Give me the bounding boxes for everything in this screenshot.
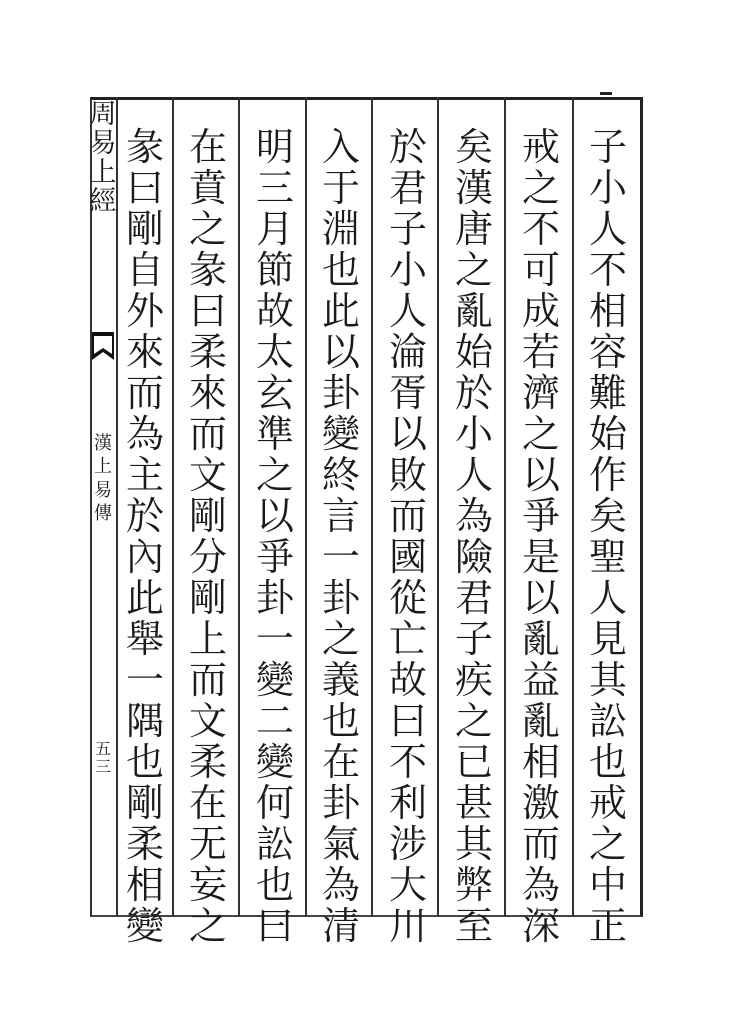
character: 卦 bbox=[255, 576, 294, 620]
character: 變 bbox=[125, 904, 164, 948]
character: 傳 bbox=[94, 503, 112, 525]
character: 卦 bbox=[321, 576, 360, 620]
text-column bbox=[246, 125, 304, 948]
character: 上 bbox=[94, 456, 112, 478]
character: 之 bbox=[588, 822, 627, 866]
character: 以 bbox=[388, 412, 427, 456]
character: 此 bbox=[125, 576, 164, 620]
character: 而 bbox=[188, 412, 227, 456]
character: 賁 bbox=[188, 166, 227, 210]
character: 弊 bbox=[454, 863, 493, 907]
character: 隅 bbox=[125, 699, 164, 743]
character: 妄 bbox=[188, 863, 227, 907]
character: 於 bbox=[125, 494, 164, 538]
character: 大 bbox=[388, 863, 427, 907]
character: 不 bbox=[388, 740, 427, 784]
character: 激 bbox=[521, 781, 560, 825]
text-column bbox=[116, 125, 174, 948]
character: 文 bbox=[188, 453, 227, 497]
character: 訟 bbox=[255, 822, 294, 866]
character: 一 bbox=[255, 617, 294, 661]
character: 是 bbox=[521, 535, 560, 579]
character: 經 bbox=[89, 186, 117, 217]
character: 於 bbox=[454, 371, 493, 415]
character: 自 bbox=[125, 248, 164, 292]
character: 剛 bbox=[125, 207, 164, 251]
character: 也 bbox=[255, 863, 294, 907]
character: 五 bbox=[94, 739, 111, 758]
column-rule bbox=[504, 97, 506, 917]
character: 曰 bbox=[188, 289, 227, 333]
character: 其 bbox=[588, 658, 627, 702]
character: 戒 bbox=[588, 781, 627, 825]
character: 相 bbox=[521, 740, 560, 784]
character: 之 bbox=[188, 207, 227, 251]
character: 在 bbox=[188, 125, 227, 169]
text-column bbox=[379, 125, 437, 948]
character: 故 bbox=[388, 658, 427, 702]
character: 敗 bbox=[388, 453, 427, 497]
character: 不 bbox=[521, 207, 560, 251]
character: 曰 bbox=[388, 699, 427, 743]
character: 舉 bbox=[125, 617, 164, 661]
character: 內 bbox=[125, 535, 164, 579]
character: 爭 bbox=[521, 494, 560, 538]
column-rule bbox=[305, 97, 307, 917]
character: 二 bbox=[255, 699, 294, 743]
character: 益 bbox=[521, 658, 560, 702]
page-number bbox=[93, 740, 113, 775]
character: 君 bbox=[454, 576, 493, 620]
ink-speck bbox=[600, 92, 612, 95]
character: 見 bbox=[588, 617, 627, 661]
character: 何 bbox=[255, 781, 294, 825]
character: 主 bbox=[125, 453, 164, 497]
character: 上 bbox=[188, 617, 227, 661]
character: 卦 bbox=[321, 781, 360, 825]
fish-tail-ornament bbox=[91, 330, 115, 366]
character: 柔 bbox=[188, 330, 227, 374]
character: 明 bbox=[255, 125, 294, 169]
character: 亡 bbox=[388, 617, 427, 661]
character: 剛 bbox=[188, 494, 227, 538]
character: 君 bbox=[388, 166, 427, 210]
character: 唐 bbox=[454, 207, 493, 251]
character: 无 bbox=[188, 822, 227, 866]
character: 從 bbox=[388, 576, 427, 620]
character: 人 bbox=[388, 289, 427, 333]
character: 淪 bbox=[388, 330, 427, 374]
character: 甚 bbox=[454, 781, 493, 825]
character: 也 bbox=[321, 248, 360, 292]
character: 聖 bbox=[588, 535, 627, 579]
character: 入 bbox=[321, 125, 360, 169]
character: 變 bbox=[255, 740, 294, 784]
margin-title bbox=[90, 100, 116, 216]
character: 深 bbox=[521, 904, 560, 948]
character: 來 bbox=[188, 371, 227, 415]
character: 文 bbox=[188, 699, 227, 743]
character: 柔 bbox=[188, 740, 227, 784]
character: 之 bbox=[321, 617, 360, 661]
character: 而 bbox=[188, 658, 227, 702]
character: 變 bbox=[255, 658, 294, 702]
character: 人 bbox=[588, 207, 627, 251]
character: 變 bbox=[321, 412, 360, 456]
character: 利 bbox=[388, 781, 427, 825]
character: 疾 bbox=[454, 658, 493, 702]
character: 玄 bbox=[255, 371, 294, 415]
character: 之 bbox=[255, 453, 294, 497]
character: 曰 bbox=[255, 904, 294, 948]
character: 矣 bbox=[454, 125, 493, 169]
character: 以 bbox=[255, 494, 294, 538]
text-column bbox=[312, 125, 370, 948]
character: 而 bbox=[388, 494, 427, 538]
character: 柔 bbox=[125, 822, 164, 866]
character: 以 bbox=[521, 576, 560, 620]
text-column bbox=[512, 125, 570, 948]
character: 上 bbox=[89, 157, 117, 188]
character: 易 bbox=[94, 479, 112, 501]
character: 可 bbox=[521, 248, 560, 292]
character: 正 bbox=[588, 904, 627, 948]
character: 分 bbox=[188, 535, 227, 579]
character: 之 bbox=[521, 166, 560, 210]
character: 為 bbox=[125, 412, 164, 456]
character: 小 bbox=[454, 412, 493, 456]
character: 人 bbox=[588, 576, 627, 620]
text-column bbox=[445, 125, 503, 948]
character: 淵 bbox=[321, 207, 360, 251]
character: 來 bbox=[125, 330, 164, 374]
character: 以 bbox=[521, 453, 560, 497]
character: 中 bbox=[588, 863, 627, 907]
character: 彖 bbox=[125, 125, 164, 169]
character: 漢 bbox=[94, 433, 112, 454]
character: 成 bbox=[521, 289, 560, 333]
character: 在 bbox=[188, 781, 227, 825]
character: 一 bbox=[125, 658, 164, 702]
character: 清 bbox=[321, 904, 360, 948]
character: 相 bbox=[588, 289, 627, 333]
character: 準 bbox=[255, 412, 294, 456]
character: 太 bbox=[255, 330, 294, 374]
character: 胥 bbox=[388, 371, 427, 415]
character: 此 bbox=[321, 289, 360, 333]
character: 言 bbox=[321, 494, 360, 538]
column-rule bbox=[437, 97, 439, 917]
character: 為 bbox=[521, 863, 560, 907]
character: 險 bbox=[454, 535, 493, 579]
character: 不 bbox=[588, 248, 627, 292]
character: 卦 bbox=[321, 371, 360, 415]
character: 外 bbox=[125, 289, 164, 333]
character: 至 bbox=[454, 904, 493, 948]
character: 爭 bbox=[255, 535, 294, 579]
character: 始 bbox=[588, 412, 627, 456]
character: 之 bbox=[454, 248, 493, 292]
character: 小 bbox=[588, 166, 627, 210]
character: 小 bbox=[388, 248, 427, 292]
character: 難 bbox=[588, 371, 627, 415]
character: 川 bbox=[388, 904, 427, 948]
character: 亂 bbox=[454, 289, 493, 333]
character: 于 bbox=[321, 166, 360, 210]
character: 子 bbox=[588, 125, 627, 169]
character: 也 bbox=[321, 699, 360, 743]
character: 也 bbox=[588, 740, 627, 784]
character: 人 bbox=[454, 453, 493, 497]
character: 氣 bbox=[321, 822, 360, 866]
character: 之 bbox=[454, 699, 493, 743]
character: 義 bbox=[321, 658, 360, 702]
character: 之 bbox=[188, 904, 227, 948]
character: 子 bbox=[454, 617, 493, 661]
character: 易 bbox=[89, 128, 117, 159]
character: 之 bbox=[521, 412, 560, 456]
character: 訟 bbox=[588, 699, 627, 743]
character: 在 bbox=[321, 740, 360, 784]
character: 周 bbox=[89, 99, 117, 130]
character: 三 bbox=[255, 166, 294, 210]
character: 亂 bbox=[521, 617, 560, 661]
text-column bbox=[579, 125, 637, 948]
character: 三 bbox=[94, 756, 111, 776]
character: 其 bbox=[454, 822, 493, 866]
character: 已 bbox=[454, 740, 493, 784]
character: 故 bbox=[255, 289, 294, 333]
character: 涉 bbox=[388, 822, 427, 866]
character: 一 bbox=[321, 535, 360, 579]
character: 作 bbox=[588, 453, 627, 497]
character: 而 bbox=[521, 822, 560, 866]
character: 月 bbox=[255, 207, 294, 251]
character: 戒 bbox=[521, 125, 560, 169]
column-rule bbox=[572, 97, 574, 917]
character: 相 bbox=[125, 863, 164, 907]
character: 矣 bbox=[588, 494, 627, 538]
character: 亂 bbox=[521, 699, 560, 743]
character: 漢 bbox=[454, 166, 493, 210]
text-column bbox=[179, 125, 237, 948]
character: 曰 bbox=[125, 166, 164, 210]
character: 以 bbox=[321, 330, 360, 374]
margin-book-title bbox=[93, 432, 113, 526]
character: 濟 bbox=[521, 371, 560, 415]
character: 剛 bbox=[188, 576, 227, 620]
column-rule bbox=[371, 97, 373, 917]
character: 為 bbox=[454, 494, 493, 538]
character: 彖 bbox=[188, 248, 227, 292]
character: 為 bbox=[321, 863, 360, 907]
character: 終 bbox=[321, 453, 360, 497]
character: 節 bbox=[255, 248, 294, 292]
character: 子 bbox=[388, 207, 427, 251]
character: 容 bbox=[588, 330, 627, 374]
character: 也 bbox=[125, 740, 164, 784]
character: 始 bbox=[454, 330, 493, 374]
character: 若 bbox=[521, 330, 560, 374]
character: 國 bbox=[388, 535, 427, 579]
character: 而 bbox=[125, 371, 164, 415]
character: 剛 bbox=[125, 781, 164, 825]
character: 於 bbox=[388, 125, 427, 169]
column-rule bbox=[238, 97, 240, 917]
